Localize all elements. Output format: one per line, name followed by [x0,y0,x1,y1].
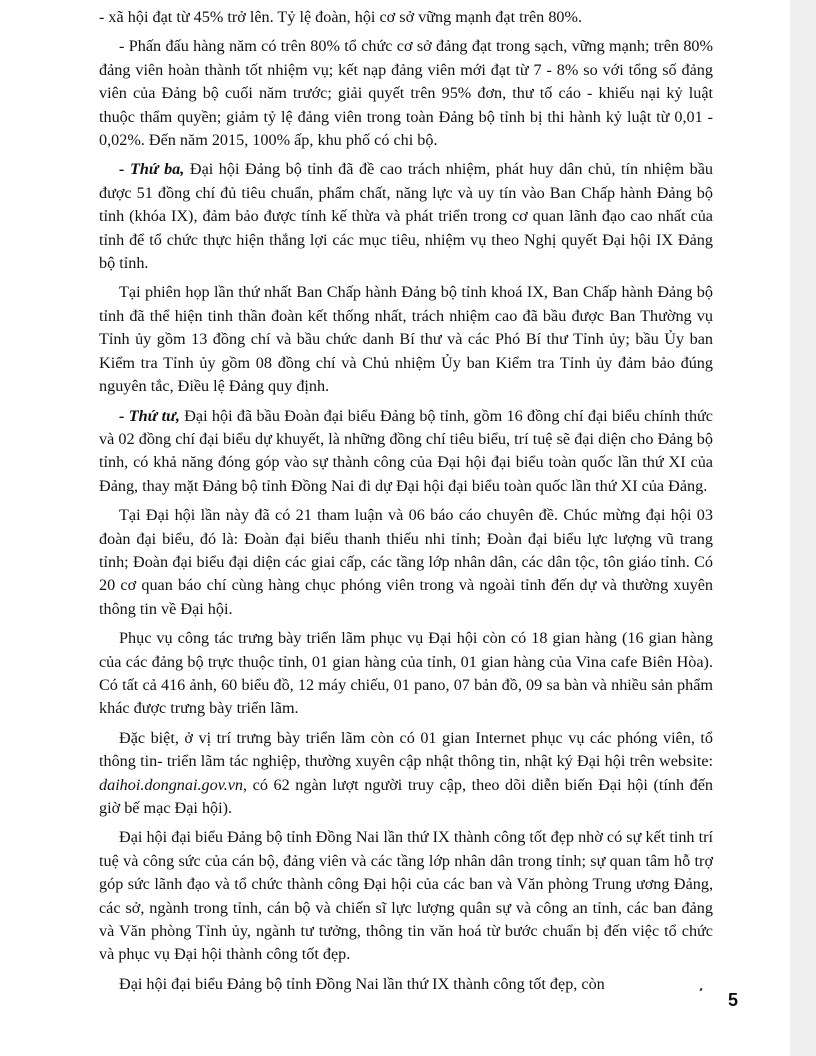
paragraph-3: - Thứ ba, Đại hội Đảng bộ tỉnh đã đề cao trách nhiệm, phát huy dân chủ, tín nhiệm bầu được 51 đồng chí đủ tiêu chuẩn, phẩm chất, năng lực và uy tín vào Ban Chấp hành Đảng bộ tỉnh (khóa IX), đảm bảo được tính kế thừa và phát triển trong cơ quan lãnh đạo cao nhất của tỉnh để tổ chức thực hiện thắng lợi các mục tiêu, nhiệm vụ theo Nghị quyết Đại hội IX Đảng bộ tỉnh. [99,160,713,273]
paragraph-10: Đại hội đại biểu Đảng bộ tỉnh Đồng Nai lần thứ IX thành công tốt đẹp, còn [119,974,605,993]
lead-thu-tu: - Thứ tư, [119,406,180,425]
paragraph-7: Phục vụ công tác trưng bày triển lãm phục vụ Đại hội còn có 18 gian hàng (16 gian hàng của các đảng bộ trực thuộc tỉnh, 01 gian hàng của tỉnh, 01 gian hàng của Vina cafe Biên Hòa). Có tất cả 416 ảnh, 60 biểu đồ, 12 máy chiếu, 01 pano, 07 bản đồ, 09 sa bàn và nhiều sản phẩm khác được trưng bày triển lãm. [99,629,713,718]
page-edge-shadow [790,0,816,1056]
paragraph-8: Đặc biệt, ở vị trí trưng bày triển lãm còn có 01 gian Internet phục vụ các phóng viên, tổ thông tin- triển lãm tác nghiệp, thường xuyên cập nhật thông tin, nhật ký Đại hội trên website: daihoi.dongnai.gov.vn, có 62 ngàn lượt người truy cập, theo dõi diễn biến Đại hội (tính đến giờ bế mạc Đại hội). [99,728,713,817]
paragraph-9: Đại hội đại biểu Đảng bộ tỉnh Đồng Nai lần thứ IX thành công tốt đẹp nhờ có sự kết tinh trí tuệ và công sức của cán bộ, đảng viên và các tầng lớp nhân dân trong tỉnh; sự quan tâm hỗ trợ góp sức lãnh đạo và tổ chức thành công Đại hội của các ban và Văn phòng Trung ương Đảng, các sở, ngành trong tỉnh, cán bộ và chiến sĩ lực lượng quân sự và công an tỉnh, các ban đảng và Văn phòng Tỉnh ủy, ngành tư tưởng, thông tin văn hoá từ bước chuẩn bị đến việc tổ chức và phục vụ Đại hội thành công tốt đẹp. [99,828,713,964]
paragraph-5: - Thứ tư, Đại hội đã bầu Đoàn đại biểu Đảng bộ tỉnh, gồm 16 đồng chí đại biểu chính thức và 02 đồng chí đại biểu dự khuyết, là những đồng chí tiêu biểu, trí tuệ sẽ đại diện cho Đảng bộ tỉnh, có khả năng đóng góp vào sự thành công của Đại hội đại biểu toàn quốc lần thứ XI của Đảng, thay mặt Đảng bộ tỉnh Đồng Nai đi dự Đại hội đại biểu toàn quốc lần thứ XI của Đảng. [99,406,713,495]
paragraph-4: Tại phiên họp lần thứ nhất Ban Chấp hành Đảng bộ tỉnh khoá IX, Ban Chấp hành Đảng bộ tỉnh đã thể hiện tinh thần đoàn kết thống nhất, trách nhiệm cao đã bầu được Ban Thường vụ Tỉnh ủy gồm 13 đồng chí và bầu chức danh Bí thư và các Phó Bí thư Tỉnh ủy; bầu Ủy ban Kiểm tra Tỉnh ủy gồm 08 đồng chí và Chủ nhiệm Ủy ban Kiểm tra Tỉnh ủy đảm bảo đúng nguyên tắc, Điều lệ Đảng quy định. [99,283,713,396]
paragraph-1: - xã hội đạt từ 45% trở lên. Tỷ lệ đoàn, hội cơ sở vững mạnh đạt trên 80%. [99,8,583,26]
lead-thu-ba: - Thứ ba, [119,160,185,179]
body-text [99,6,713,1002]
paragraph-2: - Phấn đấu hàng năm có trên 80% tổ chức cơ sở đảng đạt trong sạch, vững mạnh; trên 80% đảng viên hoàn thành tốt nhiệm vụ; kết nạp đảng viên mới đạt từ 7 - 8% so với tổng số đảng viên của Đảng bộ cuối năm trước; giải quyết trên 95% đơn, thư tố cáo - khiếu nại kỷ luật thuộc thẩm quyền; giảm tỷ lệ đảng viên trong toàn Đảng bộ tỉnh bị thi hành kỷ luật từ 0,01 - 0,02%. Đến năm 2015, 100% ấp, khu phố có chi bộ. [99,37,713,150]
paragraph-6: Tại Đại hội lần này đã có 21 tham luận và 06 báo cáo chuyên đề. Chúc mừng đại hội 03 đoàn đại biểu, đó là: Đoàn đại biểu thanh thiếu nhi tỉnh; Đoàn đại biểu lực lượng vũ trang tỉnh; Đoàn đại biểu đại diện các giai cấp, các tầng lớp nhân dân, các dân tộc, tôn giáo tỉnh. Có 20 cơ quan báo chí cùng hàng chục phóng viên trong và ngoài tỉnh đến dự và thường xuyên thông tin về Đại hội. [99,506,713,618]
website-link[interactable]: daihoi.dongnai.gov.vn [99,775,244,794]
page-number: 5 [728,990,739,1010]
